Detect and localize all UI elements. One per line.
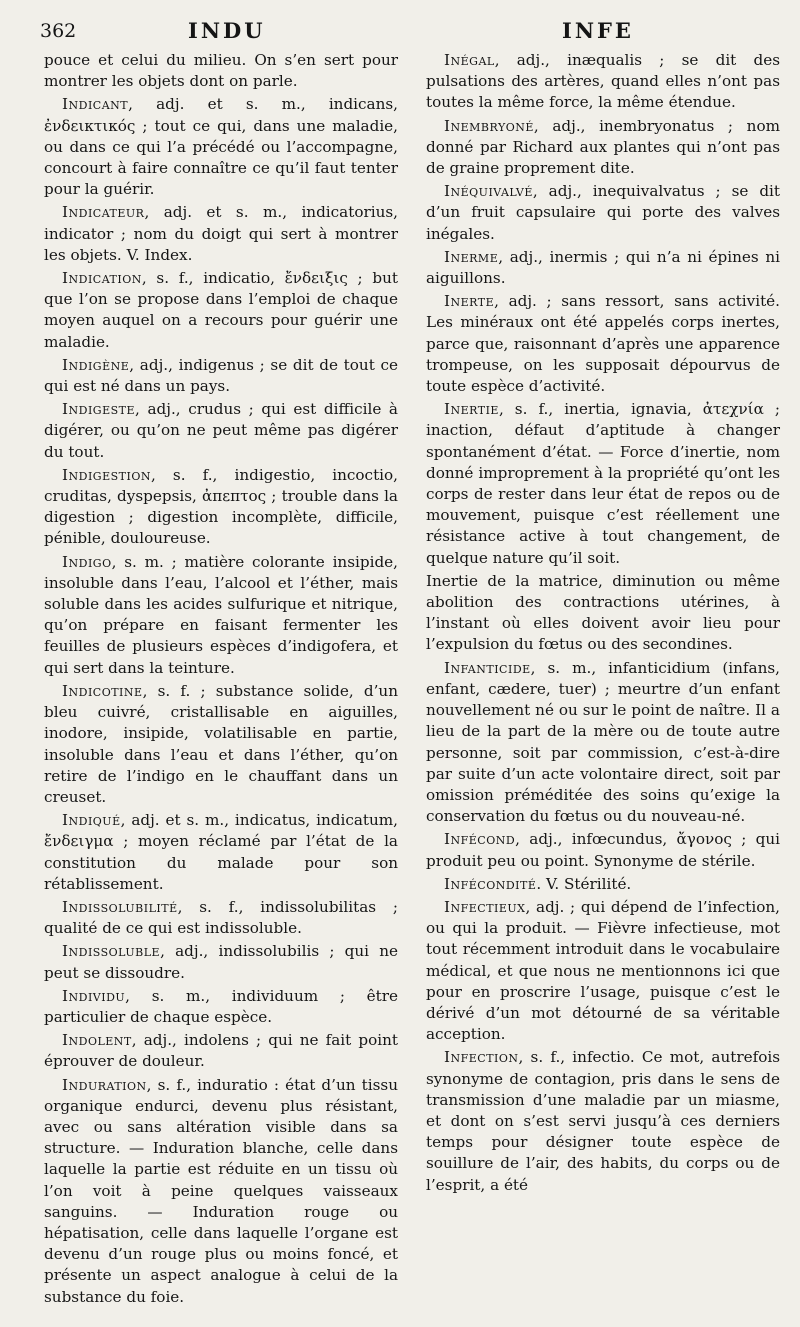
entry-headword: Indicotine xyxy=(62,681,143,700)
entry-headword: Inerte xyxy=(444,292,495,311)
dictionary-entry xyxy=(426,181,780,245)
entry-headword: Indigeste xyxy=(62,400,136,419)
entry-text: , adj., indissolubilis ; qui ne peut se dissoudre. xyxy=(44,942,398,982)
entry-headword: Indicant xyxy=(62,95,129,114)
dictionary-entry xyxy=(44,986,398,1028)
entry-headword: Indigestion xyxy=(62,465,151,484)
dictionary-entry xyxy=(44,897,398,939)
entry-text: , s. f. ; substance solide, d’un bleu cuivré, cristallisable en aiguilles, inodore, insipide, volatilisable en partie, insoluble dans l’eau et dans l’éther, qu’on retire de l’indigo en le chauffant dans un creuset. xyxy=(44,681,398,806)
dictionary-entry xyxy=(426,829,780,871)
entry-text: , s. m., infanticidium (infans, enfant, cædere, tuer) ; meurtre d’un enfant nouvellement né ou sur le point de naître. Il a lieu de la part de la mère ou de toute autre personne, soit par commission, c’est-à-dire par suite d’un acte volontaire direct, soit par omission préméditée des soins qu’exige la conservation du fœtus ou du nouveau-né. xyxy=(426,658,780,826)
left-column xyxy=(44,50,398,1310)
dictionary-entry xyxy=(44,94,398,200)
entry-text: , adj., inembryonatus ; nom donné par Richard aux plantes qui n’ont pas de graine proprement dite. xyxy=(426,116,780,178)
entry-text: . V. Stérilité. xyxy=(536,874,632,893)
entry-text: pouce et celui du milieu. On s’en sert pour montrer les objets dont on parle. xyxy=(44,51,398,91)
entry-headword: Inembryoné xyxy=(444,116,534,135)
entry-text: , adj., inequivalvatus ; se dit d’un fruit capsulaire qui porte des valves inégales. xyxy=(426,182,780,243)
entry-text: , s. m., individuum ; être particulier de chaque espèce. xyxy=(44,986,398,1026)
entry-text: , s. f., inertia, ignavia, ἀτεχνία ; inaction, défaut d’aptitude à changer spontanément d’état. — Force d’inertie, nom donné improprement à la propriété qu’ont les corps de rester dans leur état de repos ou de mouvement, puisque c’est réellement une résistance active à tout changement, de quelque nature qu’il soit. xyxy=(426,400,780,567)
entry-headword: Indolent xyxy=(62,1031,132,1050)
entry-text: , adj., indigenus ; se dit de tout ce qui est né dans un pays. xyxy=(44,355,398,396)
entry-headword: Induration xyxy=(62,1075,147,1094)
page-header xyxy=(0,14,800,48)
entry-text: , adj., inæqualis ; se dit des pulsations des artères, quand elles n’ont pas toutes la même force, la même étendue. xyxy=(426,51,780,112)
dictionary-entry xyxy=(44,465,398,550)
dictionary-entry xyxy=(44,552,398,679)
entry-headword: Indicateur xyxy=(62,203,145,222)
entry-text: Inertie de la matrice, diminution ou même abolition des contractions utérines, à l’instant où elles doivent avoir lieu pour l’expulsion du fœtus ou des secondines. xyxy=(426,571,780,654)
entry-headword: Infanticide xyxy=(444,658,531,677)
entry-headword: Inéquivalvé xyxy=(444,182,533,201)
entry-text: , adj. et s. m., indicatus, indicatum, ἔνδειγμα ; moyen réclamé par l’état de la constitution du malade pour son rétablissement. xyxy=(44,811,398,893)
right-column xyxy=(426,50,780,1198)
entry-text: , adj. et s. m., indicatorius, indicator ; nom du doigt qui sert à montrer les objets. V. Index. xyxy=(44,203,398,264)
entry-text: , s. f., indicatio, ἔνδειξις ; but que l’on se propose dans l’emploi de chaque moyen auquel on a recours pour guérir une maladie. xyxy=(44,269,398,351)
entry-text: , adj., crudus ; qui est difficile à digérer, ou qu’on ne peut même pas digérer du tout. xyxy=(44,400,398,461)
entry-text: , adj. et s. m., indicans, ἐνδεικτικός ; tout ce qui, dans une maladie, ou dans ce qui l’a précédé ou l’accompagne, concourt à faire connaître ce qu’il faut tenter pour la guérir. xyxy=(44,95,398,199)
dictionary-entry xyxy=(426,658,780,828)
dictionary-entry xyxy=(44,355,398,397)
entry-headword: Indigo xyxy=(62,552,112,571)
entry-text: , s. f., indigestio, incoctio, cruditas, dyspepsis, ἀπεπτος ; trouble dans la digestion ; digestion incomplète, difficile, pénible, douloureuse. xyxy=(44,465,398,548)
dictionary-entry xyxy=(426,291,780,397)
dictionary-entry xyxy=(44,1075,398,1308)
entry-headword: Indication xyxy=(62,269,142,288)
page-number: 362 xyxy=(40,20,77,42)
entry-text: , s. f., induratio : état d’un tissu organique endurci, devenu plus résistant, avec ou sans altération visible dans sa structure. — Induration blanche, celle dans laquelle la partie est réduite en un tissu où l’on voit à peine quelques vaisseaux sanguins. — Induration rouge ou hépatisation, celle dans laquelle l’organe est devenu d’un rouge plus ou moins foncé, et présente un aspect analogue à celui de la substance du foie. xyxy=(44,1075,398,1306)
dictionary-entry xyxy=(44,681,398,808)
dictionary-entry xyxy=(44,810,398,895)
entry-text: , s. m. ; matière colorante insipide, insoluble dans l’eau, l’alcool et l’éther, mais soluble dans les acides sulfurique et nitrique, qu’on prépare en faisant fermenter les feuilles de plusieurs espèces d’indigofera, et qui sert dans la teinture. xyxy=(44,552,398,677)
running-head-left: INDU xyxy=(188,18,266,43)
entry-headword: Infécond xyxy=(444,830,516,849)
entry-headword: Indigène xyxy=(62,355,130,374)
dictionary-entry xyxy=(426,399,780,569)
entry-headword: Inerme xyxy=(444,247,499,266)
dictionary-entry xyxy=(426,247,780,289)
dictionary-entry xyxy=(426,897,780,1045)
entry-headword: Individu xyxy=(62,986,126,1005)
entry-text: , s. f., indissolubilitas ; qualité de ce qui est indissoluble. xyxy=(44,897,398,938)
entry-headword: Inertie xyxy=(444,400,499,419)
dictionary-entry xyxy=(44,202,398,266)
entry-headword: Infection xyxy=(444,1048,519,1067)
entry-text: , adj. ; sans ressort, sans activité. Les minéraux ont été appelés corps inertes, parce que, raisonnant d’après une apparence trompeuse, on les supposait dépourvus de toute espèce d’activité. xyxy=(426,292,780,396)
entry-text: , adj., indolens ; qui ne fait point éprouver de douleur. xyxy=(44,1031,398,1071)
dictionary-entry xyxy=(426,50,780,114)
entry-headword: Indissolubilité xyxy=(62,897,178,916)
entry-headword: Infécondité xyxy=(444,874,537,893)
dictionary-entry xyxy=(44,1030,398,1072)
dictionary-entry xyxy=(426,116,780,180)
entry-text: , adj., inermis ; qui n’a ni épines ni aiguillons. xyxy=(426,247,780,288)
dictionary-entry xyxy=(44,399,398,463)
entry-text: , adj., infœcundus, ἄγονος ; qui produit peu ou point. Synonyme de stérile. xyxy=(426,830,780,870)
dictionary-entry xyxy=(44,50,398,92)
dictionary-entry xyxy=(426,874,780,895)
entry-text: , adj. ; qui dépend de l’infection, ou qui la produit. — Fièvre infectieuse, mot tout récemment introduit dans le vocabulaire médical, et que nous ne mentionnons ici que pour en proscrire l’usage, puisque c’est le dérivé d’un mot détourné de sa véritable acception. xyxy=(426,897,780,1044)
running-head-right: INFE xyxy=(562,18,634,43)
dictionary-entry xyxy=(44,941,398,983)
entry-headword: Inégal xyxy=(444,51,495,69)
entry-headword: Indiqué xyxy=(62,811,121,830)
entry-text: , s. f., infectio. Ce mot, autrefois synonyme de contagion, pris dans le sens de transmission d’une maladie par un miasme, et dont on s’est servi jusqu’à ces derniers temps pour désigner toute espèce de souillure de l’air, des habits, du corps ou de l’esprit, a été xyxy=(426,1048,780,1194)
dictionary-entry xyxy=(426,571,780,656)
dictionary-entry xyxy=(44,268,398,353)
entry-headword: Indissoluble xyxy=(62,942,161,961)
dictionary-entry xyxy=(426,1047,780,1195)
entry-headword: Infectieux xyxy=(444,897,526,916)
